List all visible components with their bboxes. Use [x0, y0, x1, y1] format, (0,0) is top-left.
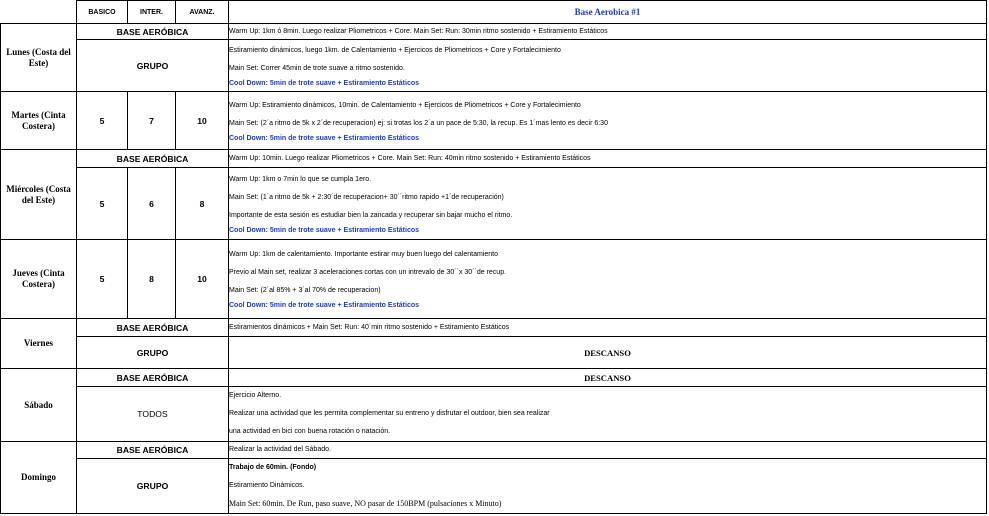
martes-line-2: Main Set: (2´a ritmo de 5k x 2´de recuperacion) ej: si trotas los 2´a un pace de 5:30, la recup. Es 1´mas lento es decir 6:30	[229, 119, 608, 127]
jueves-inter: 8	[128, 240, 176, 319]
header-basico: BASICO	[77, 1, 128, 24]
day-lunes: Lunes (Costa del Este)	[1, 24, 77, 92]
domingo-line-2: Estiramiento Dinámicos.	[229, 482, 305, 489]
miercoles-base-line: Warm Up: 10min. Luego realizar Pliometricos + Core. Main Set: Run: 40min ritmo sostenido + Estiramiento Estáticos	[229, 154, 591, 162]
lunes-base-text	[229, 24, 987, 40]
miercoles-base-row	[1, 150, 987, 168]
martes-row	[1, 92, 987, 150]
viernes-grupo-row	[1, 337, 987, 369]
sabado-todos-row	[1, 387, 987, 442]
domingo-grupo-label: GRUPO	[77, 459, 229, 514]
sabado-descanso: DESCANSO	[229, 369, 987, 387]
jueves-basico: 5	[77, 240, 128, 319]
domingo-grupo-row	[1, 459, 987, 514]
miercoles-basico: 5	[77, 168, 128, 240]
lunes-cool-down: Cool Down: 5min de trote suave + Estiramiento Estáticos	[229, 79, 420, 87]
miercoles-base-text	[229, 150, 987, 168]
martes-basico: 5	[77, 92, 128, 150]
lunes-grupo-label: GRUPO	[77, 40, 229, 92]
jueves-row	[1, 240, 987, 319]
sabado-desc	[229, 387, 987, 442]
domingo-desc	[229, 459, 987, 514]
day-jueves: Jueves (Cinta Costera)	[1, 240, 77, 319]
lunes-base-label: BASE AERÓBICA	[77, 24, 229, 40]
miercoles-line-1: Warm Up: 1km o 7min lo que se cumpla 1ero.	[229, 175, 372, 183]
miercoles-cool-down: Cool Down: 5min de trote suave + Estiramiento Estáticos	[229, 226, 420, 234]
lunes-grupo-desc	[229, 40, 987, 92]
miercoles-base-label: BASE AERÓBICA	[77, 150, 229, 168]
lunes-grupo-row	[1, 40, 987, 92]
martes-desc	[229, 92, 987, 150]
day-sabado: Sábado	[1, 369, 77, 442]
header-blank-cell	[1, 1, 77, 24]
domingo-base-label: BASE AERÓBICA	[77, 442, 229, 459]
sabado-base-row	[1, 369, 987, 387]
day-miercoles: Miércoles (Costa del Este)	[1, 150, 77, 240]
martes-avanz: 10	[176, 92, 229, 150]
viernes-base-text	[229, 319, 987, 337]
domingo-base-text	[229, 442, 987, 459]
sabado-line-2: Realizar una actividad que les permita complementar su entreno y disfrutar el outdoor, bien sea realizar	[229, 410, 550, 417]
miercoles-line-3: Importante de esta sesión es estudiar bien la zancada y recuperar sin bajar mucho el ritmo.	[229, 211, 513, 219]
lunes-base-row	[1, 24, 987, 40]
domingo-line-1: Trabajo de 60min. (Fondo)	[229, 464, 317, 471]
lunes-line-1: Estiramiento dinámicos, luego 1km. de Calentamiento + Ejercicos de Pliometricos + Core y Fortalecimiento	[229, 46, 561, 54]
jueves-line-3: Main Set: (2´al 85% + 3´al 70% de recuperacion)	[229, 287, 381, 294]
jueves-cool-down: Cool Down: 5min de trote suave + Estiramiento Estáticos	[229, 302, 420, 309]
sabado-line-3: una actividad en bici con buena rotación o natación.	[229, 428, 391, 435]
viernes-base-line: Estiramientos dinámicos + Main Set: Run: 40´min ritmo sostenido + Estiramiento Estáticos	[229, 323, 510, 331]
sabado-line-1: Ejercicio Alterno.	[229, 392, 282, 399]
jueves-desc	[229, 240, 987, 319]
header-inter: INTER.	[128, 1, 176, 24]
viernes-descanso: DESCANSO	[229, 337, 987, 369]
day-martes: Martes (Cinta Costera)	[1, 92, 77, 150]
lunes-line-2: Main Set: Correr 45min de trote suave a ritmo sostenido.	[229, 64, 405, 72]
day-viernes: Viernes	[1, 319, 77, 369]
jueves-line-2: Previo al Main set, realizar 3 aceleraciones cortas con un intrevalo de 30´´x 30´´de recup.	[229, 269, 507, 276]
domingo-line-3: Main Set: 60min. De Run, paso suave, NO pasar de 150BPM (pulsaciones x Minuto)	[229, 499, 502, 508]
viernes-base-label: BASE AERÓBICA	[77, 319, 229, 337]
miercoles-inter: 6	[128, 168, 176, 240]
martes-line-1: Warm Up: Estiramiento dinámicos, 10min. de Calentamiento + Ejercicos de Pliometricos + Core y Fortalecimiento	[229, 101, 581, 109]
domingo-base-row	[1, 442, 987, 459]
martes-cool-down: Cool Down: 5min de trote suave + Estiramiento Estáticos	[229, 134, 420, 142]
sabado-todos-label: TODOS	[77, 387, 229, 442]
domingo-base-line: Realizar la actividad del Sábado.	[229, 446, 331, 453]
viernes-base-row	[1, 319, 987, 337]
header-avanz: AVANZ.	[176, 1, 229, 24]
header-row	[1, 1, 987, 24]
jueves-line-1: Warm Up: 1km de calentamiento. Importante estirar muy buen luego del calentamiento	[229, 251, 498, 258]
miercoles-row	[1, 168, 987, 240]
miercoles-desc	[229, 168, 987, 240]
miercoles-avanz: 8	[176, 168, 229, 240]
lunes-base-line: Warm Up: 1km ó 8min. Luego realizar Pliometricos + Core. Main Set: Run: 30min ritmo sostenido + Estiramiento Estáticos	[229, 27, 608, 35]
martes-inter: 7	[128, 92, 176, 150]
jueves-avanz: 10	[176, 240, 229, 319]
viernes-grupo-label: GRUPO	[77, 337, 229, 369]
sabado-base-label: BASE AERÓBICA	[77, 369, 229, 387]
plan-title: Base Aerobica #1	[229, 1, 987, 24]
day-domingo: Domingo	[1, 442, 77, 514]
miercoles-line-2: Main Set: (1´a ritmo de 5k + 2:30´de recuperacion+ 30´´ritmo rapido +1´de recuperación)	[229, 193, 504, 201]
